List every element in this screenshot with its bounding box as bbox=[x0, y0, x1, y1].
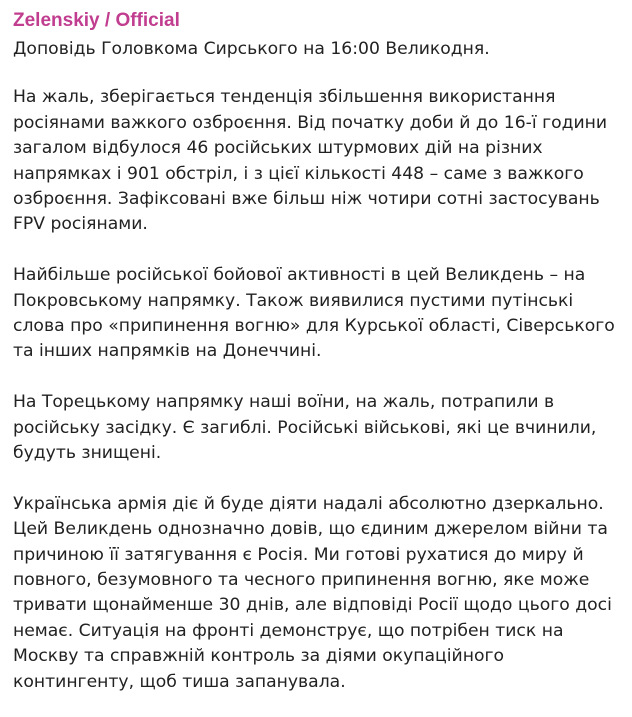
message-paragraph-4: На Торецькому напрямку наші воїни, на жаль, потрапили в російську засідку. Є загиблі. Російські військові, які це вчинили, будуть знищені. bbox=[13, 392, 597, 464]
message-paragraph-1: Доповідь Головкома Сирського на 16:00 Великодня. bbox=[13, 39, 490, 59]
channel-author-name[interactable]: Zelenskiy / Official bbox=[13, 10, 180, 31]
message-paragraph-5: Українська армія діє й буде діяти надалі абсолютно дзеркально. Цей Великдень однозначно довів, що єдиним джерелом війни та причиною її затягування є Росія. Ми готові рухатися до миру й повного, безумовного та чесного припинення вогню, яке може тривати щонайменше 30 днів, але відповіді Росії щодо цього досі немає. Ситуація на фронті демонструє, що потрібен тиск на Москву та справжній контроль за діями окупаційного контингенту, щоб тиша запанувала. bbox=[13, 493, 612, 692]
message-paragraph-3: Найбільше російської бойової активності в цей Великдень – на Покровському напрямку. Також виявилися пустими путінські слова про «припинення вогню» для Курської області, Сіверського та інших напрямків на Донеччині. bbox=[13, 265, 615, 362]
message-paragraph-2: На жаль, зберігається тенденція збільшення використання росіянами важкого озброєння. Від початку доби й до 16-ї години загалом відбулося 46 російських штурмових дій на різних напрямках і 901 обстріл, і з цієї кількості 448 – саме з важкого озброєння. Зафіксовані вже більш ніж чотири сотні застосувань FPV росіянами. bbox=[13, 87, 608, 235]
